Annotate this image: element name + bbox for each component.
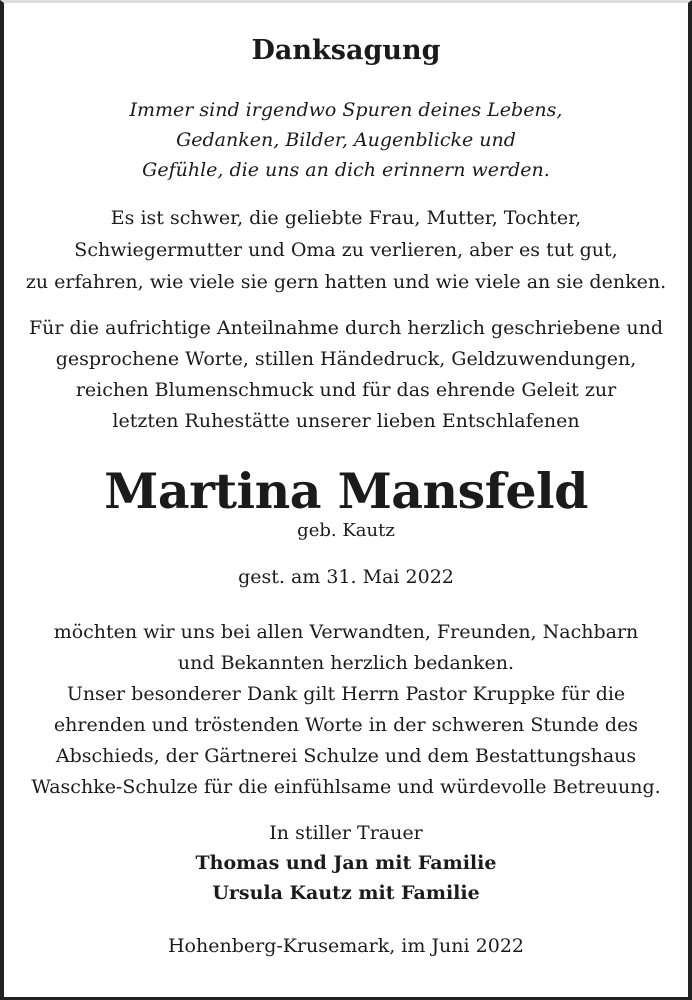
paragraph-line: Schwiegermutter und Oma zu verlieren, aber es tut gut, (74, 239, 618, 261)
paragraph-line: und Bekannten herzlich bedanken. (177, 652, 515, 674)
verse-line: Gedanken, Bilder, Augenblicke und (176, 129, 516, 151)
paragraph-line: Unser besonderer Dank gilt Herrn Pastor Kruppke für die (66, 683, 626, 705)
mourner-name: Ursula Kautz mit Familie (212, 882, 480, 904)
mourning-line: In stiller Trauer (269, 822, 423, 844)
paragraph-line: Waschke-Schulze für die einfühlsame und würdevolle Betreuung. (31, 776, 661, 798)
paragraph-line: ehrenden und tröstenden Worte in der schweren Stunde des (53, 714, 639, 736)
intro-paragraph (10, 202, 682, 298)
paragraph-line: Abschieds, der Gärtnerei Schulze und dem Bestattungshaus (55, 745, 637, 767)
deceased-name: Martina Mansfeld (104, 462, 588, 520)
paragraph-line: reichen Blumenschmuck und für das ehrende Geleit zur (75, 379, 617, 401)
paragraph-line: gesprochene Worte, stillen Händedruck, Geldzuwendungen, (55, 348, 637, 370)
mourners-list (10, 848, 682, 908)
paragraph-line: letzten Ruhestätte unserer lieben Entschlafenen (112, 410, 580, 432)
paragraph-line: zu erfahren, wie viele sie gern hatten und wie viele an sie denken. (25, 271, 667, 293)
paragraph-line: Für die aufrichtige Anteilnahme durch herzlich geschriebene und (29, 317, 663, 339)
thanks-paragraph (10, 313, 682, 437)
acknowledgement-paragraph (10, 617, 682, 803)
verse-line: Gefühle, die uns an dich erinnern werden. (142, 159, 550, 181)
notice-heading: Danksagung (251, 35, 441, 66)
paragraph-line: Es ist schwer, die geliebte Frau, Mutter, Tochter, (110, 207, 582, 229)
death-date: gest. am 31. Mai 2022 (238, 566, 454, 588)
mourner-name: Thomas und Jan mit Familie (195, 852, 497, 874)
place-date: Hohenberg-Krusemark, im Juni 2022 (167, 935, 525, 957)
memorial-verse (10, 95, 682, 185)
verse-line: Immer sind irgendwo Spuren deines Lebens, (129, 99, 563, 121)
birth-name: geb. Kautz (297, 520, 395, 541)
paragraph-line: möchten wir uns bei allen Verwandten, Freunden, Nachbarn (53, 621, 639, 643)
